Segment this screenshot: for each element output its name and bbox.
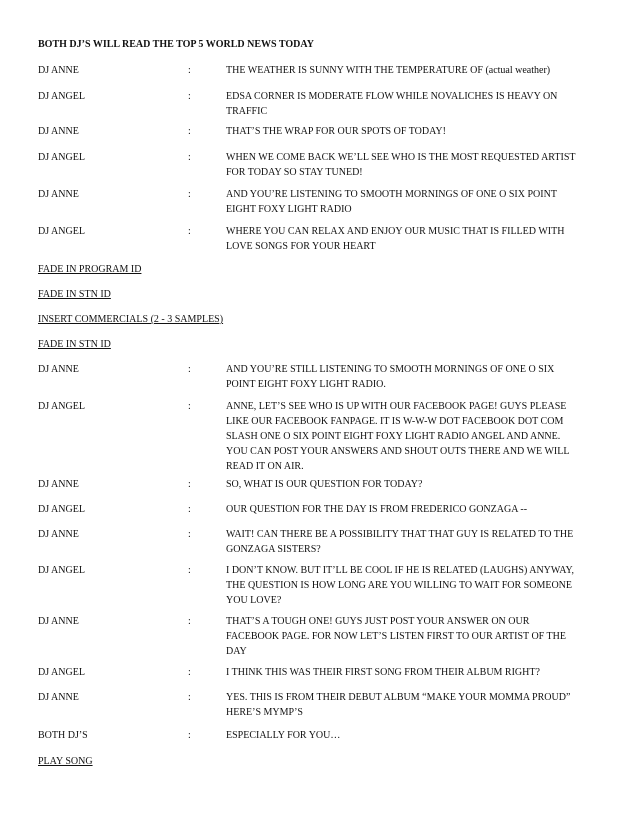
dialogue-line: ANNE, LET’S SEE WHO IS UP WITH OUR FACEBOOK PAGE! GUYS PLEASE — [226, 401, 567, 412]
speaker-name: DJ ANGEL — [38, 667, 85, 678]
dialogue-line: OUR QUESTION FOR THE DAY IS FROM FREDERICO GONZAGA -- — [226, 504, 528, 515]
speaker-colon: : — [188, 504, 191, 515]
dialogue-line: I DON’T KNOW. BUT IT’LL BE COOL IF HE IS RELATED (LAUGHS) ANYWAY, — [226, 565, 574, 576]
stage-cue: FADE IN STN ID — [38, 289, 111, 300]
speaker-name: DJ ANGEL — [38, 565, 85, 576]
dialogue-line: AND YOU’RE STILL LISTENING TO SMOOTH MORNINGS OF ONE O SIX — [226, 364, 555, 375]
dialogue-line: YOU LOVE? — [226, 595, 282, 606]
dialogue-line: TRAFFIC — [226, 106, 268, 117]
speaker-colon: : — [188, 65, 191, 76]
speaker-colon: : — [188, 152, 191, 163]
speaker-colon: : — [188, 667, 191, 678]
dialogue-line: EIGHT FOXY LIGHT RADIO — [226, 204, 352, 215]
dialogue-line: FOR TODAY SO STAY TUNED! — [226, 167, 363, 178]
dialogue-line: THE QUESTION IS HOW LONG ARE YOU WILLING TO WAIT FOR SOMEONE — [226, 580, 573, 591]
dialogue-row — [38, 63, 598, 78]
dialogue-line: LIKE OUR FACEBOOK FANPAGE. IT IS W-W-W DOT FACEBOOK DOT COM — [226, 416, 564, 427]
speaker-name: BOTH DJ’S — [38, 730, 88, 741]
dialogue-line: LOVE SONGS FOR YOUR HEART — [226, 241, 376, 252]
dialogue-line: YES. THIS IS FROM THEIR DEBUT ALBUM “MAKE YOUR MOMMA PROUD” — [226, 692, 571, 703]
speaker-name: DJ ANGEL — [38, 504, 85, 515]
dialogue-row — [38, 563, 598, 608]
speaker-name: DJ ANNE — [38, 126, 79, 137]
dialogue-line: I THINK THIS WAS THEIR FIRST SONG FROM THEIR ALBUM RIGHT? — [226, 667, 540, 678]
speaker-name: DJ ANNE — [38, 616, 79, 627]
dialogue-line: AND YOU’RE LISTENING TO SMOOTH MORNINGS OF ONE O SIX POINT — [226, 189, 557, 200]
speaker-name: DJ ANGEL — [38, 152, 85, 163]
dialogue-line: GONZAGA SISTERS? — [226, 544, 321, 555]
dialogue-line: YOU CAN POST YOUR ANSWERS AND SHOUT OUTS THERE AND WE WILL — [226, 446, 570, 457]
speaker-colon: : — [188, 529, 191, 540]
speaker-colon: : — [188, 226, 191, 237]
speaker-name: DJ ANNE — [38, 65, 79, 76]
script-heading: BOTH DJ’S WILL READ THE TOP 5 WORLD NEWS TODAY — [38, 39, 314, 50]
speaker-colon: : — [188, 565, 191, 576]
dialogue-row — [38, 728, 598, 743]
dialogue-line: THAT’S THE WRAP FOR OUR SPOTS OF TODAY! — [226, 126, 446, 137]
speaker-colon: : — [188, 189, 191, 200]
dialogue-row — [38, 224, 598, 254]
dialogue-line: WHERE YOU CAN RELAX AND ENJOY OUR MUSIC THAT IS FILLED WITH — [226, 226, 565, 237]
speaker-name: DJ ANNE — [38, 479, 79, 490]
dialogue-row — [38, 690, 598, 720]
speaker-name: DJ ANGEL — [38, 226, 85, 237]
dialogue-line: DAY — [226, 646, 247, 657]
dialogue-line: THAT’S A TOUGH ONE! GUYS JUST POST YOUR ANSWER ON OUR — [226, 616, 530, 627]
dialogue-line: WHEN WE COME BACK WE’LL SEE WHO IS THE MOST REQUESTED ARTIST — [226, 152, 576, 163]
dialogue-row — [38, 150, 598, 180]
speaker-name: DJ ANNE — [38, 189, 79, 200]
speaker-name: DJ ANGEL — [38, 401, 85, 412]
dialogue-row — [38, 665, 598, 680]
dialogue-line: SO, WHAT IS OUR QUESTION FOR TODAY? — [226, 479, 423, 490]
speaker-colon: : — [188, 126, 191, 137]
speaker-name: DJ ANNE — [38, 529, 79, 540]
dialogue-row — [38, 477, 598, 492]
speaker-colon: : — [188, 730, 191, 741]
dialogue-row — [38, 89, 598, 119]
stage-cue: INSERT COMMERCIALS (2 - 3 SAMPLES) — [38, 314, 224, 325]
speaker-colon: : — [188, 479, 191, 490]
dialogue-row — [38, 187, 598, 217]
dialogue-line: THE WEATHER IS SUNNY WITH THE TEMPERATURE OF (actual weather) — [226, 65, 551, 76]
dialogue-line: POINT EIGHT FOXY LIGHT RADIO. — [226, 379, 386, 390]
dialogue-line: EDSA CORNER IS MODERATE FLOW WHILE NOVALICHES IS HEAVY ON — [226, 91, 558, 102]
stage-cue: FADE IN STN ID — [38, 339, 111, 350]
speaker-name: DJ ANGEL — [38, 91, 85, 102]
speaker-colon: : — [188, 364, 191, 375]
speaker-colon: : — [188, 692, 191, 703]
dialogue-row — [38, 502, 598, 517]
dialogue-line: FACEBOOK PAGE. FOR NOW LET’S LISTEN FIRST TO OUR ARTIST OF THE — [226, 631, 566, 642]
dialogue-row — [38, 124, 598, 139]
stage-cue: PLAY SONG — [38, 756, 93, 767]
dialogue-line: SLASH ONE O SIX POINT EIGHT FOXY LIGHT RADIO ANGEL AND ANNE. — [226, 431, 561, 442]
dialogue-line: READ IT ON AIR. — [226, 461, 304, 472]
dialogue-row — [38, 527, 598, 557]
dialogue-row — [38, 399, 598, 474]
speaker-colon: : — [188, 91, 191, 102]
dialogue-line: ESPECIALLY FOR YOU… — [226, 730, 341, 741]
speaker-colon: : — [188, 616, 191, 627]
dialogue-line: WAIT! CAN THERE BE A POSSIBILITY THAT THAT GUY IS RELATED TO THE — [226, 529, 574, 540]
speaker-name: DJ ANNE — [38, 692, 79, 703]
dialogue-row — [38, 614, 598, 659]
stage-cue: FADE IN PROGRAM ID — [38, 264, 142, 275]
dialogue-row — [38, 362, 598, 392]
dialogue-line: HERE’S MYMP’S — [226, 707, 303, 718]
speaker-name: DJ ANNE — [38, 364, 79, 375]
speaker-colon: : — [188, 401, 191, 412]
